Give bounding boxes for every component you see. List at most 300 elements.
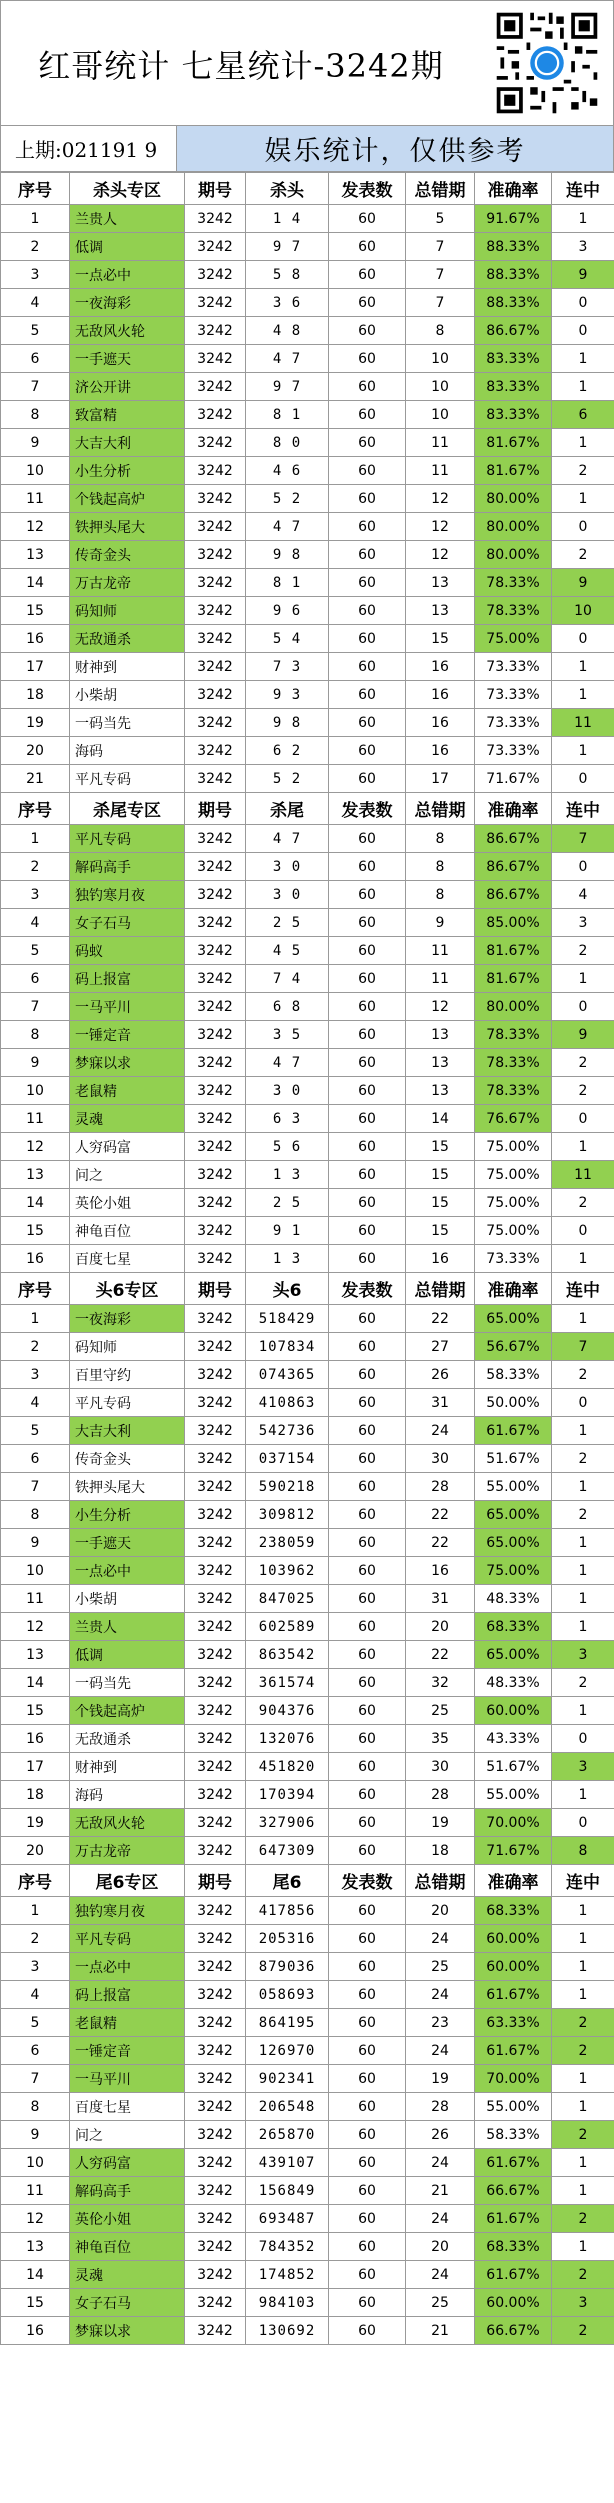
cell-published: 60 <box>329 1049 406 1077</box>
cell-index: 3 <box>1 1361 70 1389</box>
cell-tipster: 一手遮天 <box>70 1529 185 1557</box>
cell-tipster: 个钱起高炉 <box>70 1697 185 1725</box>
cell-tipster: 大吉大利 <box>70 429 185 457</box>
table-row <box>1 1953 614 1981</box>
cell-tipster: 兰贵人 <box>70 1613 185 1641</box>
cell-tipster: 平凡专码 <box>70 825 185 853</box>
table-row <box>1 513 614 541</box>
table-row <box>1 1189 614 1217</box>
cell-value: 602589 <box>246 1613 329 1641</box>
cell-index: 14 <box>1 1669 70 1697</box>
table-row <box>1 909 614 937</box>
cell-index: 3 <box>1 1953 70 1981</box>
cell-index: 13 <box>1 541 70 569</box>
cell-index: 7 <box>1 993 70 1021</box>
cell-streak: 7 <box>552 1333 614 1361</box>
cell-published: 60 <box>329 1417 406 1445</box>
cell-accuracy: 55.00% <box>475 1473 552 1501</box>
cell-streak: 0 <box>552 1809 614 1837</box>
cell-accuracy: 60.00% <box>475 1925 552 1953</box>
cell-index: 7 <box>1 1473 70 1501</box>
cell-value: 156849 <box>246 2177 329 2205</box>
table-row <box>1 2177 614 2205</box>
cell-published: 60 <box>329 1613 406 1641</box>
cell-accuracy: 55.00% <box>475 1781 552 1809</box>
cell-streak: 1 <box>552 1557 614 1585</box>
cell-index: 11 <box>1 1105 70 1133</box>
cell-issue: 3242 <box>185 1529 246 1557</box>
table-row <box>1 261 614 289</box>
cell-accuracy: 63.33% <box>475 2009 552 2037</box>
table-row <box>1 1217 614 1245</box>
column-header-published: 发表数 <box>329 793 406 825</box>
cell-errors: 13 <box>406 1021 475 1049</box>
cell-published: 60 <box>329 1697 406 1725</box>
cell-tipster: 铁押头尾大 <box>70 513 185 541</box>
cell-errors: 16 <box>406 1557 475 1585</box>
cell-index: 14 <box>1 1189 70 1217</box>
table-row <box>1 881 614 909</box>
cell-accuracy: 88.33% <box>475 289 552 317</box>
cell-tipster: 问之 <box>70 1161 185 1189</box>
column-header-issue: 期号 <box>185 173 246 205</box>
cell-issue: 3242 <box>185 2037 246 2065</box>
cell-tipster: 灵魂 <box>70 2261 185 2289</box>
cell-streak: 1 <box>552 205 614 233</box>
cell-published: 60 <box>329 373 406 401</box>
cell-issue: 3242 <box>185 709 246 737</box>
cell-tipster: 传奇金头 <box>70 541 185 569</box>
cell-index: 6 <box>1 2037 70 2065</box>
table-row <box>1 1417 614 1445</box>
cell-published: 60 <box>329 1753 406 1781</box>
cell-value: 542736 <box>246 1417 329 1445</box>
cell-accuracy: 76.67% <box>475 1105 552 1133</box>
cell-tipster: 一锤定音 <box>70 2037 185 2065</box>
cell-issue: 3242 <box>185 2205 246 2233</box>
cell-issue: 3242 <box>185 401 246 429</box>
cell-tipster: 一码当先 <box>70 709 185 737</box>
cell-published: 60 <box>329 2149 406 2177</box>
previous-draw: 上期:021191 9 <box>1 126 177 171</box>
cell-streak: 1 <box>552 1473 614 1501</box>
cell-errors: 21 <box>406 2177 475 2205</box>
cell-index: 15 <box>1 1217 70 1245</box>
cell-index: 5 <box>1 1417 70 1445</box>
table-row <box>1 1021 614 1049</box>
cell-errors: 20 <box>406 2233 475 2261</box>
cell-streak: 2 <box>552 1361 614 1389</box>
table-row <box>1 853 614 881</box>
cell-issue: 3242 <box>185 2065 246 2093</box>
cell-accuracy: 80.00% <box>475 485 552 513</box>
cell-published: 60 <box>329 1669 406 1697</box>
cell-index: 4 <box>1 1981 70 2009</box>
cell-tipster: 一锤定音 <box>70 1021 185 1049</box>
cell-index: 6 <box>1 965 70 993</box>
cell-issue: 3242 <box>185 2177 246 2205</box>
table-row <box>1 1077 614 1105</box>
cell-issue: 3242 <box>185 317 246 345</box>
cell-published: 60 <box>329 937 406 965</box>
column-header-errors: 总错期 <box>406 1273 475 1305</box>
column-header-errors: 总错期 <box>406 793 475 825</box>
cell-issue: 3242 <box>185 881 246 909</box>
cell-value: 3 0 <box>246 881 329 909</box>
cell-index: 18 <box>1 681 70 709</box>
cell-tipster: 一点必中 <box>70 261 185 289</box>
cell-errors: 30 <box>406 1445 475 1473</box>
cell-value: 037154 <box>246 1445 329 1473</box>
cell-errors: 15 <box>406 1189 475 1217</box>
cell-tipster: 无敌通杀 <box>70 1725 185 1753</box>
cell-issue: 3242 <box>185 457 246 485</box>
cell-published: 60 <box>329 541 406 569</box>
cell-published: 60 <box>329 765 406 793</box>
cell-published: 60 <box>329 1217 406 1245</box>
cell-index: 16 <box>1 1725 70 1753</box>
cell-value: 4 7 <box>246 345 329 373</box>
cell-value: 4 8 <box>246 317 329 345</box>
table-row <box>1 1473 614 1501</box>
cell-issue: 3242 <box>185 1725 246 1753</box>
cell-errors: 8 <box>406 853 475 881</box>
cell-tipster: 财神到 <box>70 1753 185 1781</box>
cell-issue: 3242 <box>185 1305 246 1333</box>
cell-value: 410863 <box>246 1389 329 1417</box>
cell-streak: 1 <box>552 2177 614 2205</box>
cell-value: 2 5 <box>246 1189 329 1217</box>
cell-value: 9 8 <box>246 541 329 569</box>
cell-streak: 2 <box>552 2261 614 2289</box>
cell-tipster: 一码当先 <box>70 1669 185 1697</box>
cell-index: 3 <box>1 881 70 909</box>
cell-value: 864195 <box>246 2009 329 2037</box>
column-header-index: 序号 <box>1 173 70 205</box>
page-header <box>0 0 614 126</box>
cell-value: 238059 <box>246 1529 329 1557</box>
table-row <box>1 1781 614 1809</box>
cell-index: 18 <box>1 1781 70 1809</box>
cell-errors: 22 <box>406 1305 475 1333</box>
cell-published: 60 <box>329 1981 406 2009</box>
cell-streak: 0 <box>552 1217 614 1245</box>
column-header-accuracy: 准确率 <box>475 1273 552 1305</box>
cell-value: 205316 <box>246 1925 329 1953</box>
table-row <box>1 1445 614 1473</box>
cell-accuracy: 51.67% <box>475 1445 552 1473</box>
table-row <box>1 373 614 401</box>
cell-errors: 7 <box>406 261 475 289</box>
cell-accuracy: 70.00% <box>475 2065 552 2093</box>
cell-published: 60 <box>329 1189 406 1217</box>
table-row <box>1 1837 614 1865</box>
cell-errors: 25 <box>406 1697 475 1725</box>
cell-accuracy: 68.33% <box>475 1613 552 1641</box>
section-header-row <box>1 1865 614 1897</box>
cell-errors: 16 <box>406 1245 475 1273</box>
cell-accuracy: 65.00% <box>475 1501 552 1529</box>
table-row <box>1 965 614 993</box>
table-row <box>1 1501 614 1529</box>
table-row <box>1 569 614 597</box>
cell-issue: 3242 <box>185 569 246 597</box>
table-row <box>1 737 614 765</box>
cell-tipster: 码上报富 <box>70 1981 185 2009</box>
cell-published: 60 <box>329 2093 406 2121</box>
cell-accuracy: 85.00% <box>475 909 552 937</box>
cell-tipster: 小生分析 <box>70 1501 185 1529</box>
cell-value: 103962 <box>246 1557 329 1585</box>
cell-accuracy: 86.67% <box>475 881 552 909</box>
cell-accuracy: 71.67% <box>475 1837 552 1865</box>
cell-issue: 3242 <box>185 1981 246 2009</box>
cell-errors: 25 <box>406 1953 475 1981</box>
cell-streak: 2 <box>552 2009 614 2037</box>
cell-published: 60 <box>329 289 406 317</box>
cell-issue: 3242 <box>185 1925 246 1953</box>
cell-issue: 3242 <box>185 737 246 765</box>
cell-index: 9 <box>1 2121 70 2149</box>
cell-index: 13 <box>1 1161 70 1189</box>
cell-streak: 1 <box>552 681 614 709</box>
cell-index: 8 <box>1 1501 70 1529</box>
cell-index: 3 <box>1 261 70 289</box>
cell-streak: 1 <box>552 485 614 513</box>
cell-value: 3 5 <box>246 1021 329 1049</box>
cell-issue: 3242 <box>185 625 246 653</box>
cell-errors: 15 <box>406 625 475 653</box>
column-header-value: 杀头 <box>246 173 329 205</box>
cell-published: 60 <box>329 1161 406 1189</box>
cell-accuracy: 78.33% <box>475 1049 552 1077</box>
cell-index: 5 <box>1 2009 70 2037</box>
cell-issue: 3242 <box>185 1049 246 1077</box>
cell-errors: 21 <box>406 2317 475 2345</box>
cell-index: 20 <box>1 1837 70 1865</box>
cell-index: 19 <box>1 1809 70 1837</box>
cell-issue: 3242 <box>185 1189 246 1217</box>
column-header-errors: 总错期 <box>406 173 475 205</box>
cell-errors: 22 <box>406 1641 475 1669</box>
cell-errors: 11 <box>406 457 475 485</box>
cell-streak: 0 <box>552 1389 614 1417</box>
cell-accuracy: 65.00% <box>475 1305 552 1333</box>
cell-tipster: 百度七星 <box>70 1245 185 1273</box>
cell-index: 8 <box>1 401 70 429</box>
cell-issue: 3242 <box>185 1837 246 1865</box>
table-row <box>1 937 614 965</box>
cell-index: 15 <box>1 1697 70 1725</box>
cell-tipster: 一手遮天 <box>70 345 185 373</box>
table-row <box>1 1613 614 1641</box>
cell-streak: 8 <box>552 1837 614 1865</box>
cell-errors: 20 <box>406 1897 475 1925</box>
column-header-accuracy: 准确率 <box>475 793 552 825</box>
cell-tipster: 百里守约 <box>70 1361 185 1389</box>
cell-errors: 19 <box>406 2065 475 2093</box>
table-row <box>1 1725 614 1753</box>
cell-value: 9 8 <box>246 709 329 737</box>
cell-accuracy: 71.67% <box>475 765 552 793</box>
cell-accuracy: 61.67% <box>475 2037 552 2065</box>
column-header-issue: 期号 <box>185 1865 246 1897</box>
cell-errors: 23 <box>406 2009 475 2037</box>
cell-errors: 24 <box>406 2149 475 2177</box>
cell-index: 10 <box>1 2149 70 2177</box>
cell-published: 60 <box>329 1133 406 1161</box>
cell-tipster: 码上报富 <box>70 965 185 993</box>
cell-streak: 11 <box>552 709 614 737</box>
cell-accuracy: 56.67% <box>475 1333 552 1361</box>
cell-index: 8 <box>1 1021 70 1049</box>
cell-errors: 13 <box>406 569 475 597</box>
cell-errors: 16 <box>406 737 475 765</box>
cell-errors: 24 <box>406 2205 475 2233</box>
table-row <box>1 457 614 485</box>
cell-published: 60 <box>329 1501 406 1529</box>
cell-errors: 28 <box>406 1781 475 1809</box>
cell-issue: 3242 <box>185 541 246 569</box>
cell-errors: 31 <box>406 1585 475 1613</box>
cell-tipster: 人穷码富 <box>70 2149 185 2177</box>
cell-errors: 15 <box>406 1161 475 1189</box>
cell-errors: 24 <box>406 1417 475 1445</box>
cell-accuracy: 88.33% <box>475 233 552 261</box>
cell-errors: 12 <box>406 513 475 541</box>
cell-errors: 28 <box>406 1473 475 1501</box>
cell-accuracy: 70.00% <box>475 1809 552 1837</box>
table-row <box>1 289 614 317</box>
cell-accuracy: 86.67% <box>475 853 552 881</box>
cell-streak: 1 <box>552 373 614 401</box>
cell-published: 60 <box>329 205 406 233</box>
cell-value: 3 0 <box>246 1077 329 1105</box>
cell-accuracy: 65.00% <box>475 1641 552 1669</box>
cell-published: 60 <box>329 681 406 709</box>
cell-errors: 16 <box>406 709 475 737</box>
cell-issue: 3242 <box>185 1389 246 1417</box>
cell-streak: 7 <box>552 825 614 853</box>
column-header-value: 杀尾 <box>246 793 329 825</box>
column-header-tipster: 头6专区 <box>70 1273 185 1305</box>
table-row <box>1 1105 614 1133</box>
cell-index: 1 <box>1 1305 70 1333</box>
column-header-published: 发表数 <box>329 1865 406 1897</box>
cell-streak: 2 <box>552 2037 614 2065</box>
cell-value: 3 6 <box>246 289 329 317</box>
cell-accuracy: 80.00% <box>475 513 552 541</box>
cell-index: 10 <box>1 1077 70 1105</box>
column-header-streak: 连中 <box>552 1865 614 1897</box>
cell-accuracy: 80.00% <box>475 541 552 569</box>
column-header-index: 序号 <box>1 1273 70 1305</box>
cell-issue: 3242 <box>185 1697 246 1725</box>
table-row <box>1 541 614 569</box>
cell-errors: 22 <box>406 1529 475 1557</box>
cell-index: 12 <box>1 513 70 541</box>
cell-issue: 3242 <box>185 597 246 625</box>
cell-streak: 1 <box>552 1697 614 1725</box>
cell-published: 60 <box>329 2289 406 2317</box>
cell-issue: 3242 <box>185 1753 246 1781</box>
cell-issue: 3242 <box>185 1585 246 1613</box>
cell-value: 863542 <box>246 1641 329 1669</box>
cell-value: 9 1 <box>246 1217 329 1245</box>
cell-issue: 3242 <box>185 1217 246 1245</box>
cell-published: 60 <box>329 1473 406 1501</box>
cell-issue: 3242 <box>185 993 246 1021</box>
table-row <box>1 2065 614 2093</box>
cell-issue: 3242 <box>185 1245 246 1273</box>
cell-errors: 16 <box>406 681 475 709</box>
cell-issue: 3242 <box>185 289 246 317</box>
cell-issue: 3242 <box>185 2289 246 2317</box>
cell-accuracy: 61.67% <box>475 1981 552 2009</box>
cell-streak: 1 <box>552 1981 614 2009</box>
cell-errors: 30 <box>406 1753 475 1781</box>
cell-tipster: 解码高手 <box>70 853 185 881</box>
cell-value: 590218 <box>246 1473 329 1501</box>
cell-streak: 2 <box>552 1669 614 1697</box>
cell-issue: 3242 <box>185 1021 246 1049</box>
cell-published: 60 <box>329 1077 406 1105</box>
cell-tipster: 神龟百位 <box>70 1217 185 1245</box>
cell-streak: 0 <box>552 765 614 793</box>
cell-issue: 3242 <box>185 2121 246 2149</box>
cell-streak: 1 <box>552 1245 614 1273</box>
cell-accuracy: 91.67% <box>475 205 552 233</box>
cell-issue: 3242 <box>185 429 246 457</box>
cell-streak: 2 <box>552 1501 614 1529</box>
cell-value: 693487 <box>246 2205 329 2233</box>
cell-streak: 0 <box>552 1725 614 1753</box>
cell-issue: 3242 <box>185 373 246 401</box>
cell-value: 058693 <box>246 1981 329 2009</box>
table-row <box>1 1049 614 1077</box>
cell-streak: 2 <box>552 937 614 965</box>
cell-issue: 3242 <box>185 1557 246 1585</box>
cell-issue: 3242 <box>185 825 246 853</box>
cell-tipster: 无敌风火轮 <box>70 317 185 345</box>
cell-index: 9 <box>1 429 70 457</box>
cell-issue: 3242 <box>185 937 246 965</box>
cell-issue: 3242 <box>185 1077 246 1105</box>
cell-accuracy: 61.67% <box>475 1417 552 1445</box>
cell-index: 16 <box>1 1245 70 1273</box>
cell-issue: 3242 <box>185 1809 246 1837</box>
cell-issue: 3242 <box>185 1641 246 1669</box>
cell-errors: 24 <box>406 1981 475 2009</box>
cell-tipster: 兰贵人 <box>70 205 185 233</box>
cell-value: 439107 <box>246 2149 329 2177</box>
cell-published: 60 <box>329 2261 406 2289</box>
cell-published: 60 <box>329 317 406 345</box>
cell-issue: 3242 <box>185 681 246 709</box>
table-row <box>1 233 614 261</box>
table-row <box>1 1925 614 1953</box>
cell-errors: 19 <box>406 1809 475 1837</box>
cell-streak: 1 <box>552 1133 614 1161</box>
cell-streak: 3 <box>552 2289 614 2317</box>
cell-errors: 31 <box>406 1389 475 1417</box>
table-row <box>1 1557 614 1585</box>
cell-index: 13 <box>1 1641 70 1669</box>
cell-value: 7 3 <box>246 653 329 681</box>
cell-index: 13 <box>1 2233 70 2261</box>
cell-errors: 10 <box>406 345 475 373</box>
cell-value: 206548 <box>246 2093 329 2121</box>
